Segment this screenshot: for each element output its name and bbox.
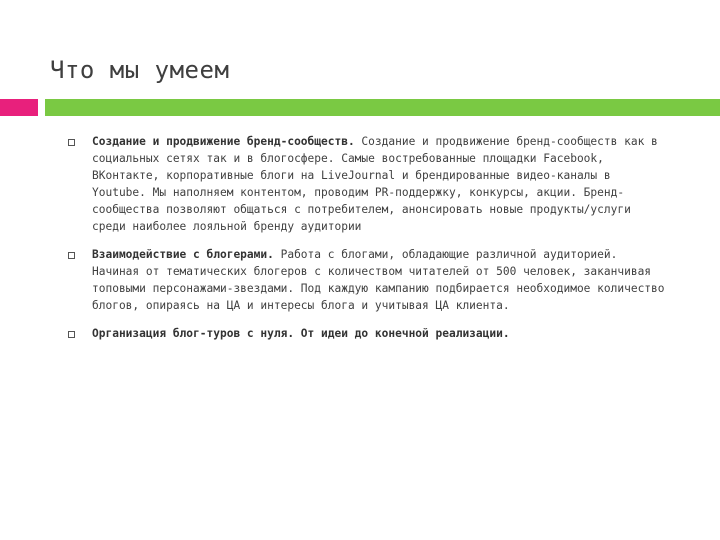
bullet-item-brand-communities xyxy=(68,133,668,235)
slide-title: Что мы умеем xyxy=(50,56,230,84)
bullet-list xyxy=(68,133,668,353)
accent-bar-pink xyxy=(0,99,38,116)
bullet-lead: Взаимодействие с блогерами. xyxy=(92,248,274,261)
bullet-item-blog-tours xyxy=(68,325,668,342)
bullet-item-bloggers xyxy=(68,246,668,314)
hollow-square-icon xyxy=(68,252,75,259)
bullet-text: Создание и продвижение бренд-сообществ как в социальных сетях так и в блогосфере. Самые востребованные площадки Facebook, ВКонтакте, корпоративные блоги на LiveJournal и брендированные видео-каналы в Youtube. Мы наполняем контентом, проводим PR-поддержку, конкурсы, акции. Бренд-сообщества позволяют общаться с потребителем, анонсировать новые продукты/услуги среди наиболее лояльной бренду аудитории xyxy=(92,135,658,233)
hollow-square-icon xyxy=(68,331,75,338)
bullet-lead: Организация блог-туров с нуля. От идеи до конечной реализации. xyxy=(92,327,510,340)
hollow-square-icon xyxy=(68,139,75,146)
bullet-lead: Создание и продвижение бренд-сообществ. xyxy=(92,135,355,148)
bullet-text: Работа с блогами, обладающие различной аудиторией. Начиная от тематических блогеров с количеством читателей от 500 человек, заканчивая топовыми персонажами-звездами. Под каждую кампанию подбирается необходимое количество блогов, опираясь на ЦА и интересы блога и учитывая ЦА клиента. xyxy=(92,248,665,312)
accent-bar-green xyxy=(45,99,720,116)
